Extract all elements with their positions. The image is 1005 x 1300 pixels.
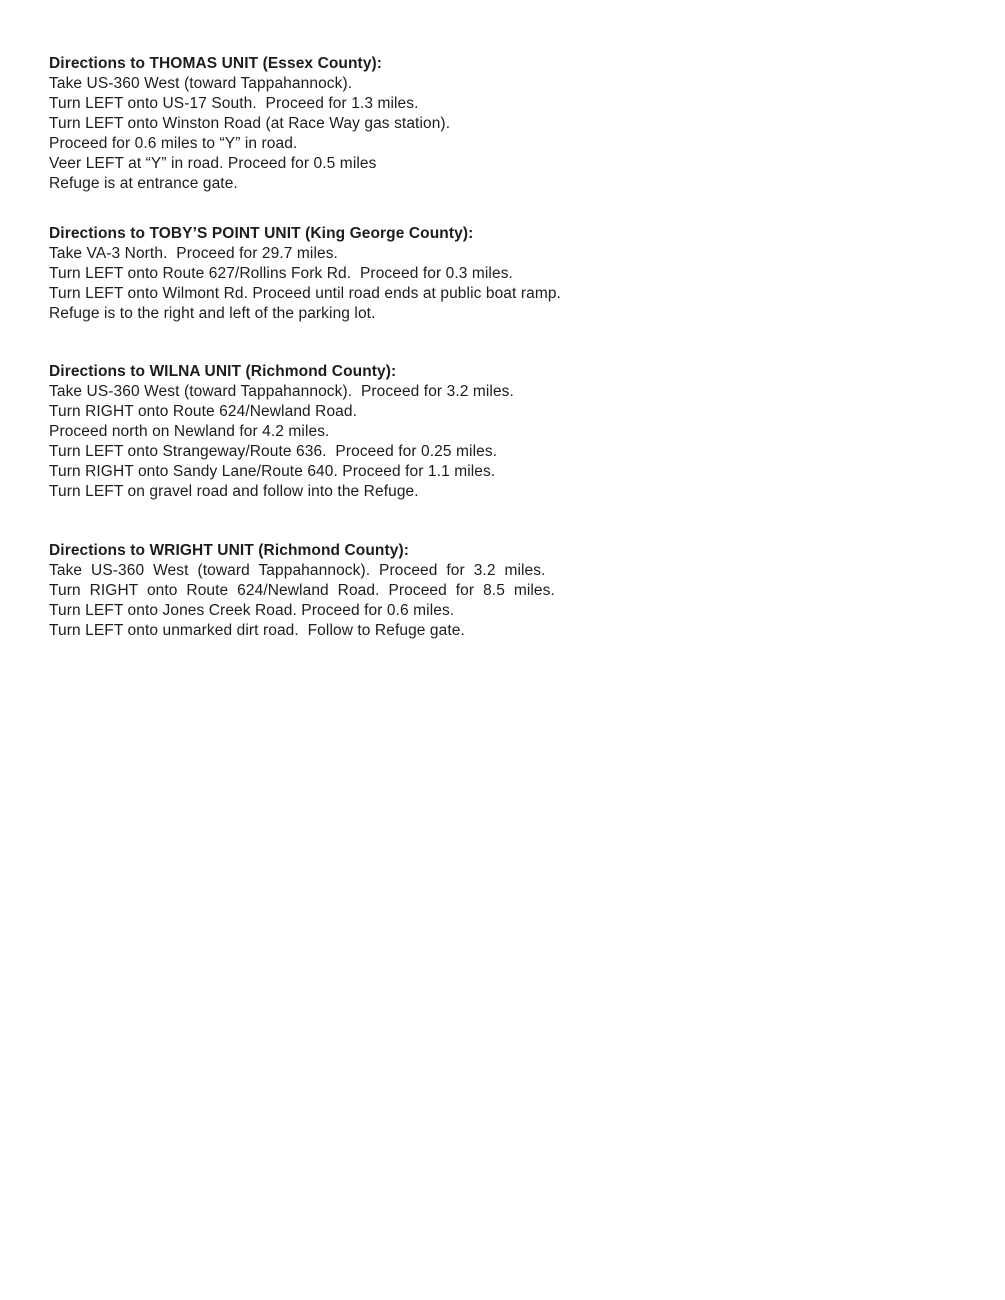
direction-line: Turn LEFT on gravel road and follow into the Refuge.: [49, 483, 419, 500]
direction-line: Refuge is to the right and left of the parking lot.: [49, 305, 376, 322]
direction-line: Take VA-3 North. Proceed for 29.7 miles.: [49, 245, 338, 262]
section-heading-wilna: Directions to WILNA UNIT (Richmond County):: [49, 363, 397, 380]
section-heading-tobys-point: Directions to TOBY’S POINT UNIT (King George County):: [49, 225, 474, 242]
direction-line: Take US-360 West (toward Tappahannock). Proceed for 3.2 miles.: [49, 562, 546, 579]
direction-line: Proceed north on Newland for 4.2 miles.: [49, 423, 330, 440]
direction-line: Refuge is at entrance gate.: [49, 175, 238, 192]
section-wilna-unit: [49, 362, 965, 502]
direction-line: Turn RIGHT onto Route 624/Newland Road. Proceed for 8.5 miles.: [49, 582, 555, 599]
section-heading-wright: Directions to WRIGHT UNIT (Richmond County):: [49, 542, 410, 559]
section-tobys-point-unit: [49, 224, 965, 324]
direction-line: Veer LEFT at “Y” in road. Proceed for 0.5 miles: [49, 155, 377, 172]
direction-line: Turn LEFT onto Winston Road (at Race Way gas station).: [49, 115, 451, 132]
direction-line: Turn LEFT onto Route 627/Rollins Fork Rd. Proceed for 0.3 miles.: [49, 265, 513, 282]
direction-line: Turn LEFT onto unmarked dirt road. Follow to Refuge gate.: [49, 622, 465, 639]
direction-line: Take US-360 West (toward Tappahannock). Proceed for 3.2 miles.: [49, 383, 514, 400]
direction-line: Proceed for 0.6 miles to “Y” in road.: [49, 135, 298, 152]
direction-line: Turn RIGHT onto Route 624/Newland Road.: [49, 403, 358, 420]
direction-line: Take US-360 West (toward Tappahannock).: [49, 75, 353, 92]
section-heading-thomas: Directions to THOMAS UNIT (Essex County):: [49, 55, 383, 72]
direction-line: Turn LEFT onto Strangeway/Route 636. Proceed for 0.25 miles.: [49, 443, 498, 460]
section-thomas-unit: [49, 54, 965, 194]
direction-line: Turn LEFT onto Wilmont Rd. Proceed until road ends at public boat ramp.: [49, 285, 561, 302]
direction-line: Turn LEFT onto US-17 South. Proceed for 1.3 miles.: [49, 95, 419, 112]
section-wright-unit: [49, 541, 965, 641]
direction-line: Turn RIGHT onto Sandy Lane/Route 640. Proceed for 1.1 miles.: [49, 463, 496, 480]
direction-line: Turn LEFT onto Jones Creek Road. Proceed for 0.6 miles.: [49, 602, 455, 619]
